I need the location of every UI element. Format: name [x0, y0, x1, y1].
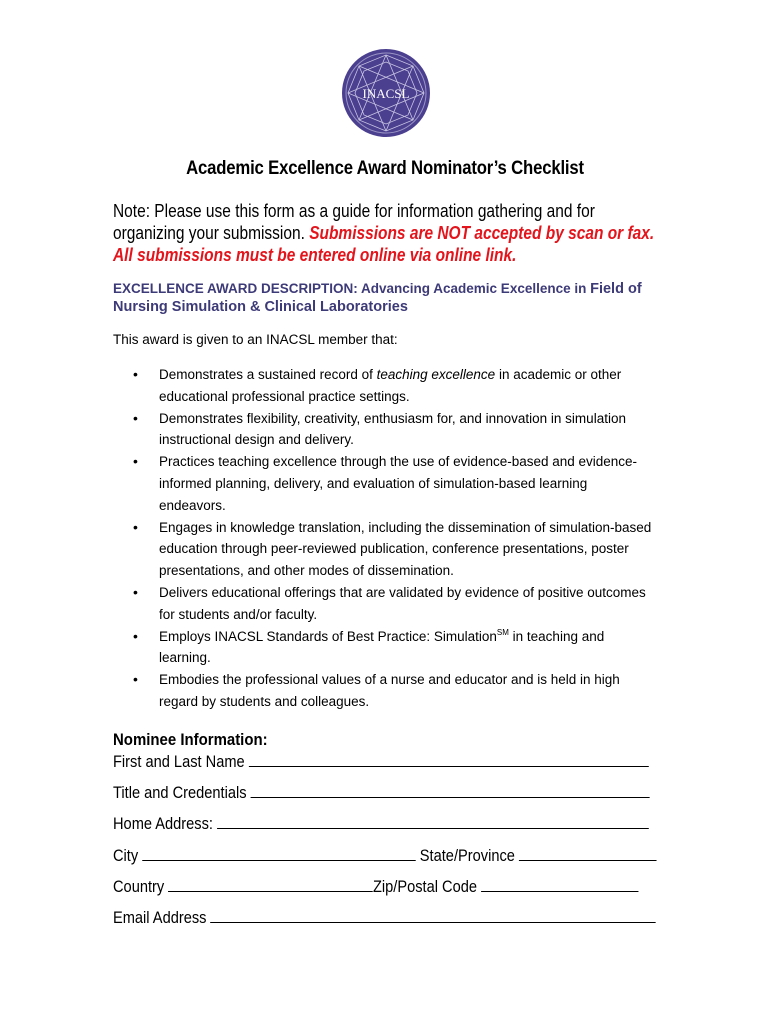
title-credentials-line[interactable] — [251, 782, 650, 798]
country-zip-field[interactable] — [113, 876, 638, 897]
home-address-label: Home Address: — [113, 814, 213, 833]
city-state-field[interactable] — [113, 845, 657, 866]
first-last-name-label: First and Last Name — [113, 752, 245, 771]
list-item: • Demonstrates flexibility, creativity, enthusiasm for, and innovation in simulation instructional design and delivery. — [113, 408, 653, 452]
first-last-name-line[interactable] — [249, 751, 649, 767]
home-address-field[interactable] — [113, 813, 649, 834]
zip-label: Zip/Postal Code — [372, 877, 477, 896]
title-credentials-field[interactable] — [113, 782, 650, 803]
state-line[interactable] — [519, 845, 657, 861]
description-part1: EXCELLENCE AWARD DESCRIPTION: Advancing Academic Excellence in — [113, 281, 591, 296]
email-line[interactable] — [211, 907, 656, 923]
city-line[interactable] — [142, 845, 415, 861]
zip-line[interactable] — [481, 876, 638, 892]
award-description-heading — [113, 280, 673, 316]
intro-text: This award is given to an INACSL member that: — [113, 332, 398, 347]
home-address-line[interactable] — [217, 813, 649, 829]
list-item: • Practices teaching excellence through the use of evidence-based and evidence-informed planning, delivery, and evaluation of simulation-based learning endeavors. — [113, 451, 653, 516]
list-item: • Delivers educational offerings that are validated by evidence of positive outcomes for students and/or faculty. — [113, 582, 653, 626]
logo-wordmark: INACSL — [362, 86, 410, 101]
email-label: Email Address — [113, 908, 207, 927]
list-item: • Demonstrates a sustained record of teaching excellence in academic or other educational professional practice settings. — [113, 364, 653, 408]
page-title: Academic Excellence Award Nominator’s Checklist — [186, 158, 584, 179]
list-item: • Embodies the professional values of a nurse and educator and is held in high regard by students and colleagues. — [113, 669, 653, 713]
note-paragraph — [113, 200, 663, 266]
country-line[interactable] — [168, 876, 373, 892]
inacsl-logo — [341, 48, 431, 138]
list-item: • Employs INACSL Standards of Best Practice: Simulation℠ in teaching and learning. — [113, 626, 653, 670]
country-label: Country — [113, 877, 165, 896]
description-part2: Field of Nursing Simulation & Clinical Laboratories — [113, 281, 642, 315]
first-last-name-field[interactable] — [113, 751, 649, 772]
city-label: City — [113, 846, 139, 865]
list-item: • Engages in knowledge translation, including the dissemination of simulation-based education through peer-reviewed publication, conference presentations, poster presentations, and other modes of dissemination. — [113, 517, 653, 582]
note-text: Note: Please use this form as a guide for information gathering and for organizing your submission. — [113, 201, 595, 243]
title-credentials-label: Title and Credentials — [113, 783, 247, 802]
state-label: State/Province — [419, 846, 515, 865]
email-field[interactable] — [113, 907, 656, 928]
criteria-list — [113, 364, 653, 713]
nominee-heading: Nominee Information: — [113, 730, 268, 749]
note-warning: Submissions are NOT accepted by scan or fax. All submissions must be entered online via online link. — [113, 223, 655, 265]
